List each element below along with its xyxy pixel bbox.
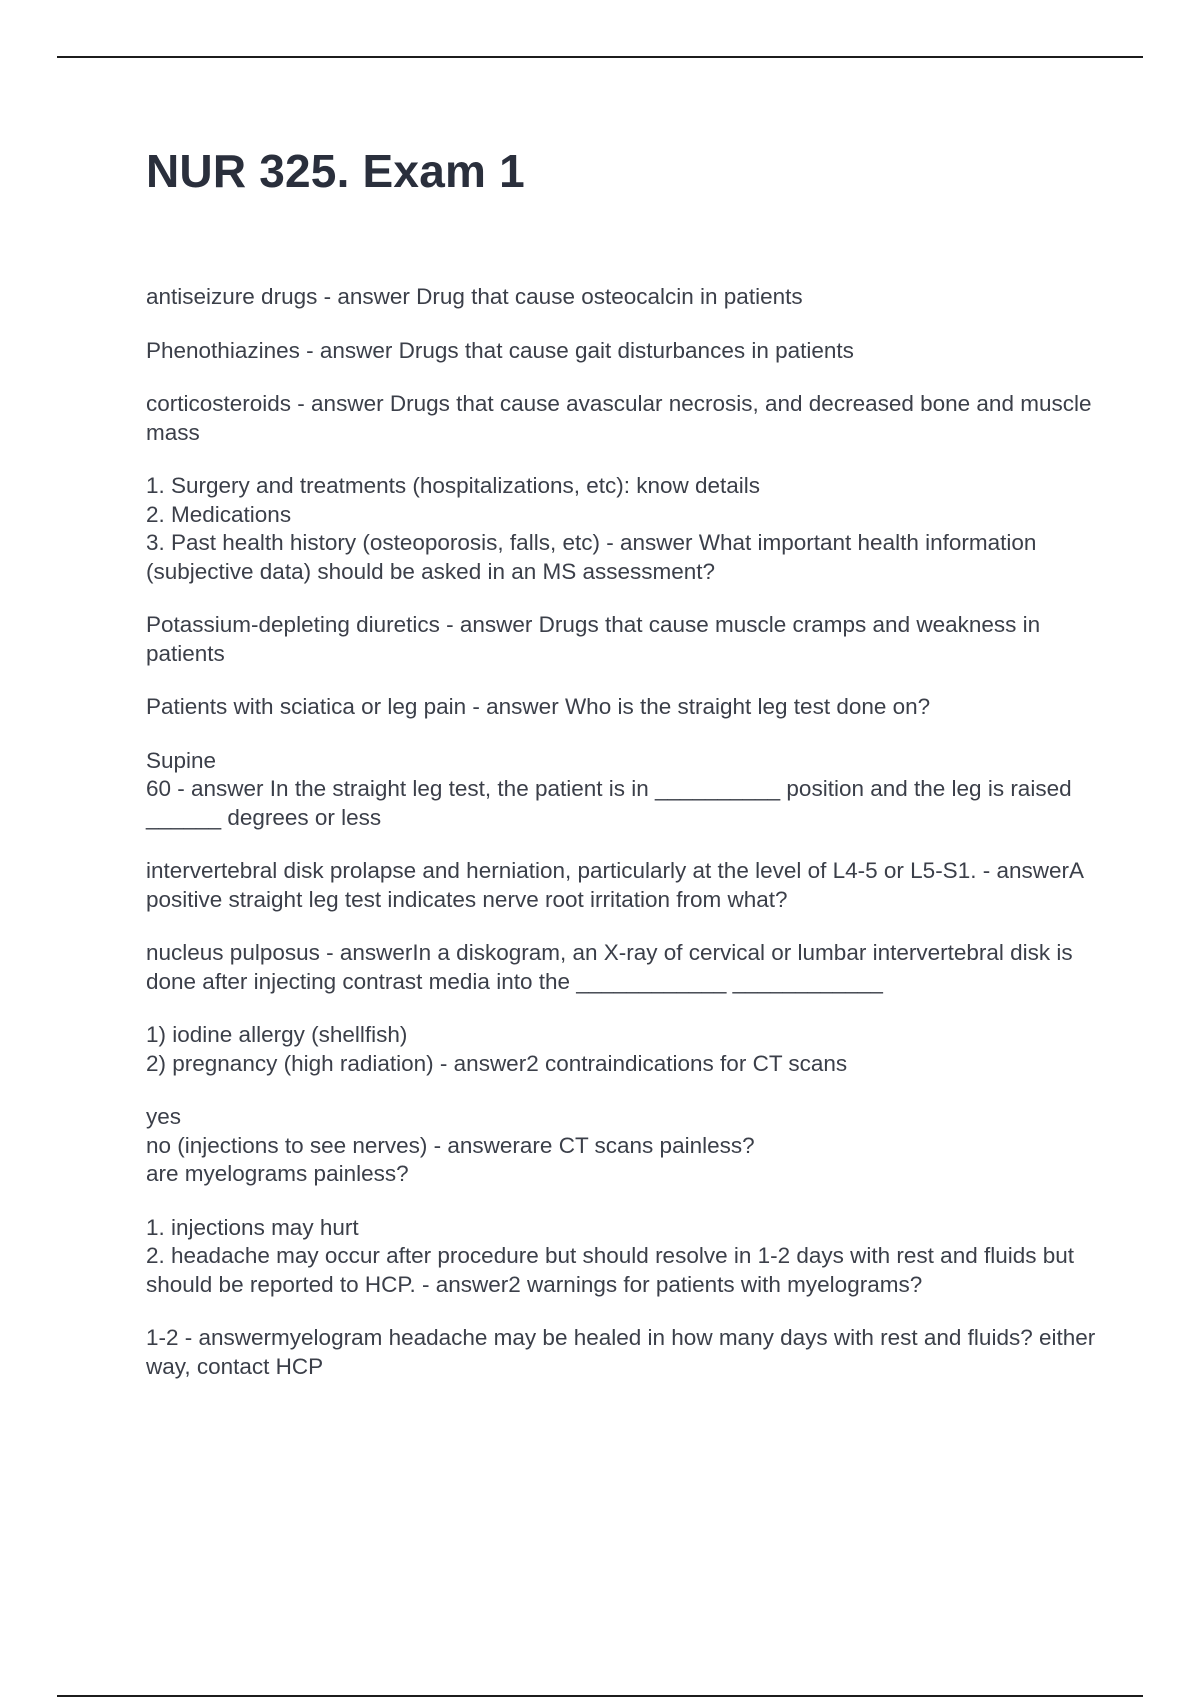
qa-entry: antiseizure drugs - answer Drug that cause osteocalcin in patients: [146, 284, 803, 309]
bottom-divider: [57, 1695, 1143, 1697]
qa-entry: Potassium-depleting diuretics - answer Drugs that cause muscle cramps and weakness in patients: [146, 612, 1041, 666]
document-body: [146, 283, 1096, 1406]
qa-entry: 1-2 - answermyelogram headache may be healed in how many days with rest and fluids? either way, contact HCP: [146, 1325, 1096, 1379]
qa-entry: corticosteroids - answer Drugs that cause avascular necrosis, and decreased bone and muscle mass: [146, 391, 1092, 445]
qa-entry: 1) iodine allergy (shellfish) 2) pregnancy (high radiation) - answer2 contraindications for CT scans: [146, 1022, 848, 1076]
qa-entry: intervertebral disk prolapse and herniation, particularly at the level of L4-5 or L5-S1. - answerA positive straight leg test indicates nerve root irritation from what?: [146, 858, 1083, 912]
qa-entry: 1. Surgery and treatments (hospitalizations, etc): know details 2. Medications 3. Past health history (osteoporosis, falls, etc) - answer What important health information (subjective data) should be asked in an MS assessment?: [146, 473, 1037, 584]
qa-entry: yes no (injections to see nerves) - answerare CT scans painless? are myelograms painless?: [146, 1104, 755, 1186]
qa-entry: 1. injections may hurt 2. headache may occur after procedure but should resolve in 1-2 days with rest and fluids but should be reported to HCP. - answer2 warnings for patients with myelograms?: [146, 1214, 1075, 1297]
qa-entry: Supine 60 - answer In the straight leg test, the patient is in __________ position and the leg is raised ______ degrees or less: [146, 747, 1072, 830]
document-title: NUR 325. Exam 1: [146, 145, 525, 197]
top-divider: [57, 56, 1143, 58]
qa-entry: Phenothiazines - answer Drugs that cause gait disturbances in patients: [146, 337, 854, 363]
qa-entry: Patients with sciatica or leg pain - answer Who is the straight leg test done on?: [146, 694, 931, 719]
qa-entry: nucleus pulposus - answerIn a diskogram, an X-ray of cervical or lumbar intervertebral disk is done after injecting contrast media into the ____________ ____________: [146, 940, 1073, 994]
